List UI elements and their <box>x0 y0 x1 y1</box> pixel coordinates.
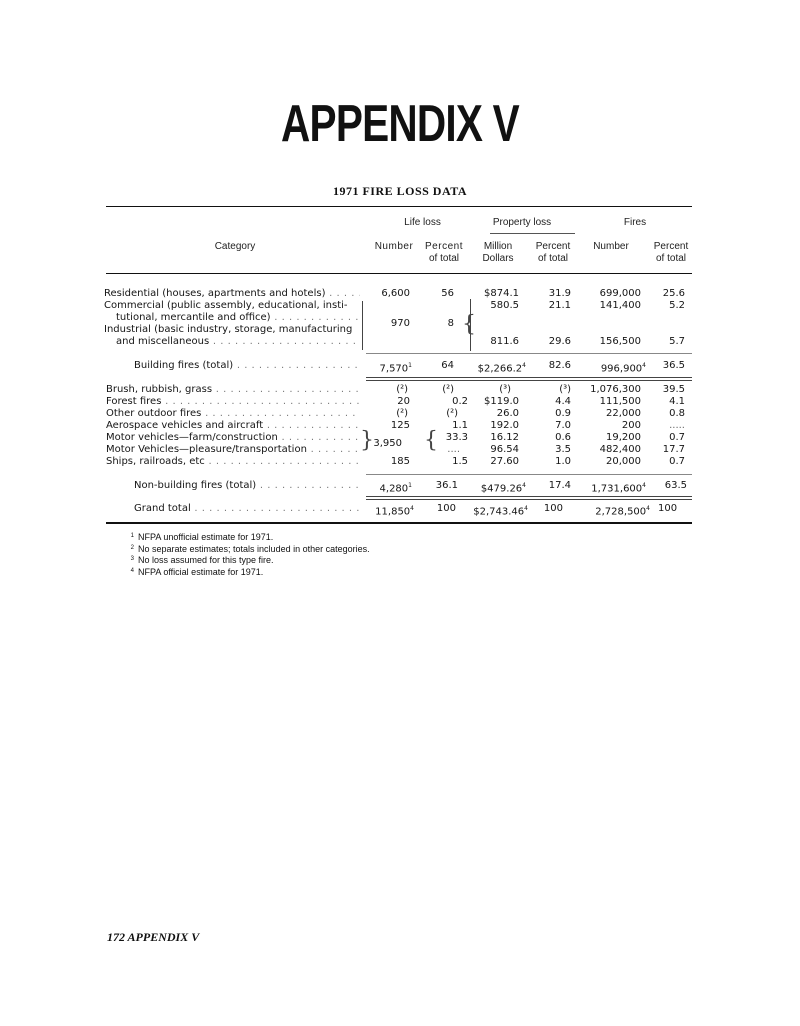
row-outdoor-fires-percent: 0.8 <box>669 408 685 419</box>
row-residential-life-percent: 56 <box>441 288 454 299</box>
row-ships-life-percent: 1.5 <box>452 456 468 467</box>
value: 996,900 <box>600 363 643 375</box>
row-building-total-life-number <box>368 360 412 375</box>
footnote-ref: 1 <box>408 482 412 489</box>
row-outdoor-life-percent: (²) <box>446 408 458 419</box>
row-forest-property-percent: 4.4 <box>555 396 571 407</box>
footnote-text: No separate estimates; totals included in other categories. <box>138 543 370 554</box>
header-fires-number: Number <box>593 241 629 252</box>
footnote-ref: 4 <box>410 505 414 512</box>
row-brush-life-number: (²) <box>396 384 408 395</box>
row-aerospace-property-percent: 7.0 <box>555 420 571 431</box>
row-brush-property-percent: (³) <box>559 384 571 395</box>
header-life-of-total: of total <box>428 253 460 264</box>
row-motor-farm-fires-percent: 0.7 <box>669 432 685 443</box>
row-grand-total-label: Grand total . . . <box>134 503 360 515</box>
row-commercial-fires-percent: 5.2 <box>669 300 685 311</box>
row-nonbuilding-total-life-percent: 36.1 <box>435 480 458 491</box>
row-forest-life-number: 20 <box>397 396 410 407</box>
footnote <box>122 543 682 555</box>
row-building-total-life-percent: 64 <box>441 360 454 371</box>
bottom-rule <box>106 522 692 524</box>
row-motor-pleasure-label: Motor Vehicles—pleasure/transportation . . . <box>106 444 360 456</box>
row-motor-farm-property-million: 16.12 <box>490 432 519 443</box>
row-nonbuilding-total-property-percent: 17.4 <box>548 480 571 491</box>
footnote-ref: 4 <box>646 505 650 512</box>
value: $479.26 <box>480 483 523 495</box>
footnote-ref: 4 <box>524 505 528 512</box>
row-motor-pleasure-property-million: 96.54 <box>490 444 519 455</box>
row-outdoor-fires-number: 22,000 <box>606 408 641 419</box>
value: 2,728,500 <box>595 506 647 518</box>
row-commercial-property-million: 580.5 <box>490 300 519 311</box>
row-ships-property-percent: 1.0 <box>555 456 571 467</box>
motor-life-brace: { <box>424 428 438 453</box>
subtotal-double-rule-2 <box>366 496 692 500</box>
page-footer: 172 APPENDIX V <box>107 930 200 944</box>
row-outdoor-property-million: 26.0 <box>496 408 519 419</box>
row-ships-life-number: 185 <box>390 456 410 467</box>
property-brace: { <box>462 312 476 337</box>
footnote-ref: 4 <box>522 482 526 489</box>
row-brush-property-million: (³) <box>499 384 511 395</box>
footnote <box>122 566 682 578</box>
row-residential-fires-percent: 25.6 <box>662 288 685 299</box>
row-grand-total-life-percent: 100 <box>436 503 456 514</box>
row-nonbuilding-total-fires-number <box>575 480 646 495</box>
row-grand-total-property-million <box>460 503 528 518</box>
value: 11,850 <box>375 506 411 518</box>
subtotal-rule-2 <box>366 474 692 475</box>
row-grand-total-fires-number <box>575 503 650 518</box>
subtotal-double-rule-1 <box>366 377 692 381</box>
row-residential-label: Residential (houses, apartments and hotels) . . . <box>104 288 360 300</box>
motor-category-brace: } <box>360 428 374 453</box>
footnote-ref: 4 <box>642 482 646 489</box>
header-category: Category <box>214 241 256 252</box>
row-building-total-fires-percent: 36.5 <box>662 360 685 371</box>
combined-life-number: 970 <box>390 318 410 329</box>
row-outdoor-property-percent: 0.9 <box>555 408 571 419</box>
row-motor-farm-life-percent: 33.3 <box>445 432 468 443</box>
footnote-mark: 4 <box>130 567 134 574</box>
footnote-mark: 2 <box>130 544 134 551</box>
row-aerospace-fires-percent: ..... <box>669 420 685 431</box>
footnote-ref: 4 <box>642 362 646 369</box>
row-building-total-property-million <box>466 360 526 375</box>
header-fires-of-total: of total <box>655 253 687 264</box>
value: 4,280 <box>379 483 409 495</box>
row-aerospace-label: Aerospace vehicles and aircraft . . . <box>106 420 360 432</box>
row-nonbuilding-total-fires-percent: 63.5 <box>664 480 687 491</box>
row-residential-fires-number: 699,000 <box>599 288 641 299</box>
row-commercial-property-percent: 21.1 <box>548 300 571 311</box>
row-motor-pleasure-fires-number: 482,400 <box>599 444 641 455</box>
row-outdoor-life-number: (²) <box>396 408 408 419</box>
footnote <box>122 554 682 566</box>
row-ships-property-million: 27.60 <box>490 456 519 467</box>
row-forest-life-percent: 0.2 <box>452 396 468 407</box>
header-fires-percent: Percent <box>653 241 689 252</box>
row-aerospace-property-million: 192.0 <box>490 420 519 431</box>
footnote-text: NFPA official estimate for 1971. <box>138 566 264 577</box>
footnote-ref: 1 <box>408 362 412 369</box>
row-motor-pleasure-property-percent: 3.5 <box>555 444 571 455</box>
row-nonbuilding-total-life-number <box>368 480 412 495</box>
row-forest-fires-number: 111,500 <box>599 396 641 407</box>
row-aerospace-fires-number: 200 <box>621 420 641 431</box>
row-aerospace-life-number: 125 <box>390 420 410 431</box>
subtotal-rule-1 <box>366 353 692 354</box>
header-property-of-total: of total <box>537 253 569 264</box>
row-brush-life-percent: (²) <box>442 384 454 395</box>
row-industrial-fires-percent: 5.7 <box>669 336 685 347</box>
row-motor-pleasure-life-percent: .... <box>447 444 460 455</box>
row-industrial-label-1: Industrial (basic industry, storage, manufacturing <box>104 324 353 335</box>
value: 1,731,600 <box>591 483 643 495</box>
footnotes <box>122 531 682 577</box>
row-grand-total-property-percent: 100 <box>543 503 563 514</box>
row-industrial-property-million: 811.6 <box>490 336 519 347</box>
header-property-loss: Property loss <box>492 217 552 228</box>
footnote-text: No loss assumed for this type fire. <box>138 555 274 565</box>
footnote-text: NFPA unofficial estimate for 1971. <box>138 532 274 542</box>
row-brush-label: Brush, rubbish, grass . . . <box>106 384 360 396</box>
footnote-mark: 1 <box>130 533 134 539</box>
header-life-number: Number <box>374 241 414 252</box>
row-motor-farm-property-percent: 0.6 <box>555 432 571 443</box>
header-rule <box>106 273 692 274</box>
value: $2,743.46 <box>473 506 525 518</box>
row-commercial-label-2: tutional, mercantile and office) . . . <box>116 312 360 324</box>
page-title: APPENDIX V <box>281 95 519 153</box>
row-industrial-property-percent: 29.6 <box>548 336 571 347</box>
header-life-loss: Life loss <box>404 217 441 228</box>
row-grand-total-life-number <box>362 503 414 518</box>
row-outdoor-label: Other outdoor fires . . . <box>106 408 360 420</box>
header-fires: Fires <box>623 217 647 228</box>
combined-life-percent: 8 <box>447 318 454 329</box>
table-title: 1971 FIRE LOSS DATA <box>332 184 468 198</box>
row-aerospace-life-percent: 1.1 <box>452 420 468 431</box>
footnote-ref: 4 <box>522 362 526 369</box>
row-forest-label: Forest fires . . . <box>106 396 360 408</box>
value: 7,570 <box>379 363 409 375</box>
row-commercial-fires-number: 141,400 <box>599 300 641 311</box>
row-residential-property-percent: 31.9 <box>548 288 571 299</box>
row-industrial-fires-number: 156,500 <box>599 336 641 347</box>
header-life-percent: Percent <box>425 241 463 252</box>
row-brush-fires-percent: 39.5 <box>662 384 685 395</box>
row-grand-total-fires-percent: 100 <box>658 503 678 514</box>
row-forest-property-million: $119.0 <box>484 396 519 407</box>
row-building-total-label: Building fires (total) . . . <box>134 360 360 372</box>
row-motor-pleasure-fires-percent: 17.7 <box>662 444 685 455</box>
row-motor-farm-fires-number: 19,200 <box>606 432 641 443</box>
footnote-mark: 3 <box>130 556 134 562</box>
row-ships-fires-number: 20,000 <box>606 456 641 467</box>
value: $2,266.2 <box>477 363 523 375</box>
header-property-percent: Percent <box>535 241 571 252</box>
row-ships-label: Ships, railroads, etc . . . <box>106 456 360 468</box>
row-building-total-property-percent: 82.6 <box>548 360 571 371</box>
row-nonbuilding-total-property-million <box>466 480 526 495</box>
header-property-million: Million <box>483 241 513 252</box>
row-nonbuilding-total-label: Non-building fires (total) . . . <box>134 480 360 492</box>
row-motor-farm-label: Motor vehicles—farm/construction . . . <box>106 432 360 444</box>
row-forest-fires-percent: 4.1 <box>669 396 685 407</box>
row-commercial-label-1: Commercial (public assembly, educational, insti- <box>104 300 348 311</box>
top-rule <box>106 206 692 207</box>
row-residential-property-million: $874.1 <box>484 288 519 299</box>
row-ships-fires-percent: 0.7 <box>669 456 685 467</box>
row-building-total-fires-number <box>580 360 646 375</box>
row-industrial-label-2: and miscellaneous . . . <box>116 336 360 348</box>
category-brace-line <box>362 301 363 350</box>
row-brush-fires-number: 1,076,300 <box>590 384 641 395</box>
footnote <box>122 531 682 543</box>
header-property-dollars: Dollars <box>482 253 514 264</box>
property-loss-underline <box>490 233 575 234</box>
row-residential-life-number: 6,600 <box>381 288 410 299</box>
motor-combined-life-number: 3,950 <box>373 438 402 449</box>
